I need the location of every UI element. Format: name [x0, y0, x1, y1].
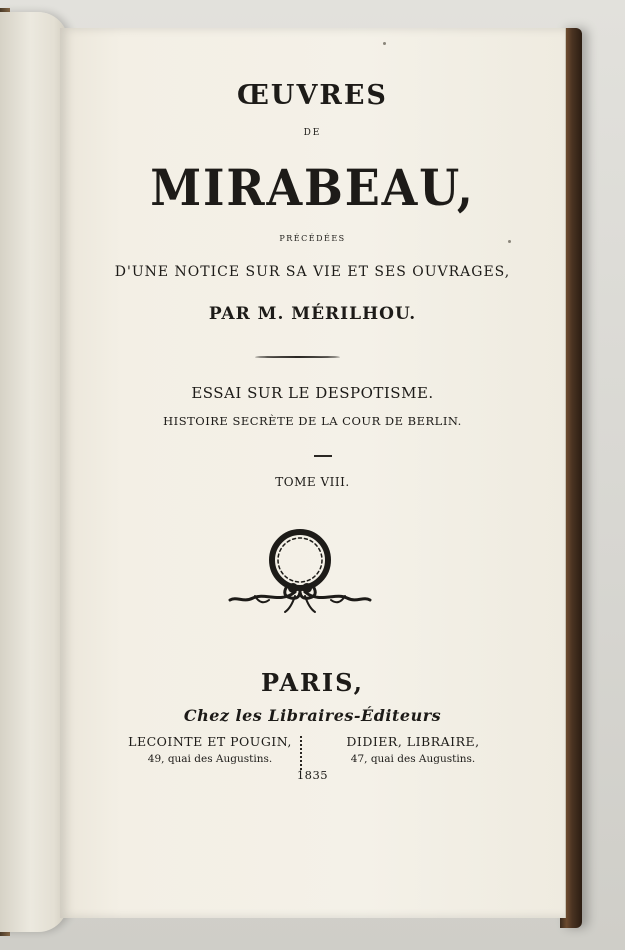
publisher-divider — [300, 736, 306, 770]
publisher-left — [115, 734, 305, 765]
title-connector: DE — [303, 128, 322, 138]
facing-page — [0, 12, 68, 932]
foxing-speck — [383, 42, 386, 45]
publisher-right — [318, 734, 508, 765]
publication-year: 1835 — [296, 768, 329, 782]
notice-line: D'UNE NOTICE SUR SA VIE ET SES OUVRAGES, — [114, 264, 511, 280]
preceded-text: PRÉCÉDÉES — [279, 234, 346, 243]
work-title-two: HISTOIRE SECRÈTE DE LA COUR DE BERLIN. — [163, 414, 462, 428]
foxing-speck — [508, 240, 511, 243]
title-page — [60, 28, 566, 918]
decorative-rule — [255, 356, 340, 358]
publisher-right-name: DIDIER, LIBRAIRE, — [346, 734, 480, 749]
work-title-one: ESSAI SUR LE DESPOTISME. — [191, 384, 434, 402]
short-rule — [314, 455, 332, 457]
volume-number: TOME VIII. — [275, 475, 350, 489]
title-line: ŒUVRES — [237, 80, 388, 111]
publisher-right-address: 47, quai des Augustins. — [350, 753, 476, 765]
publisher-left-address: 49, quai des Augustins. — [147, 753, 273, 765]
by-line: PAR M. MÉRILHOU. — [208, 304, 417, 324]
publishers-line: Chez les Libraires-Éditeurs — [183, 706, 442, 725]
wreath-ribbon-ornament-icon — [225, 526, 375, 618]
author-name: MIRABEAU, — [150, 158, 475, 217]
publisher-left-name: LECOINTE ET POUGIN, — [128, 734, 292, 749]
publication-city: PARIS, — [261, 668, 364, 697]
